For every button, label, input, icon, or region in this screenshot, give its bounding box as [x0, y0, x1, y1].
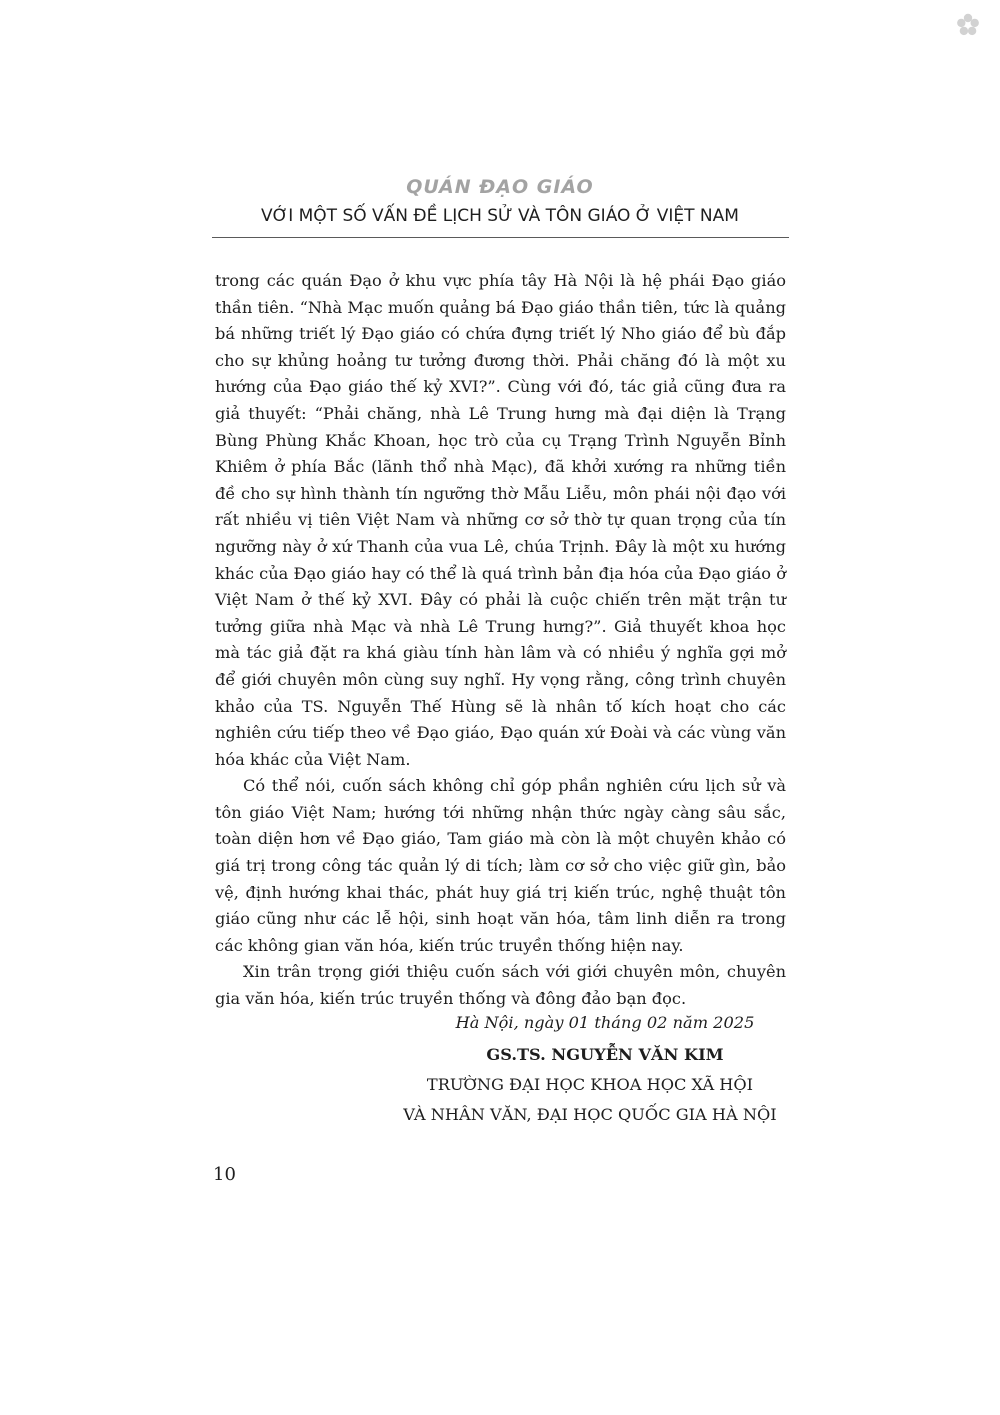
paragraph-3: Xin trân trọng giới thiệu cuốn sách với giới chuyên môn, chuyên gia văn hóa, kiến trúc truyền thống và đông đảo bạn đọc. — [215, 962, 786, 1009]
signature-name: GS.TS. NGUYỄN VĂN KIM — [486, 1045, 724, 1064]
flower-icon — [955, 12, 981, 38]
signature-affiliation-line2: VÀ NHÂN VĂN, ĐẠI HỌC QUỐC GIA HÀ NỘI — [403, 1105, 777, 1124]
page-number: 10 — [213, 1164, 236, 1185]
book-title: QUÁN ĐẠO GIÁO — [406, 176, 594, 198]
signature-block — [390, 1008, 790, 1130]
running-header — [212, 176, 788, 226]
header-divider — [212, 237, 789, 238]
book-subtitle: VỚI MỘT SỐ VẤN ĐỀ LỊCH SỬ VÀ TÔN GIÁO Ở VIỆT NAM — [261, 206, 739, 226]
signature-affiliation-line1: TRƯỜNG ĐẠI HỌC KHOA HỌC XÃ HỘI — [426, 1075, 754, 1094]
body-text — [215, 268, 786, 1013]
paragraph-2: Có thể nói, cuốn sách không chỉ góp phần nghiên cứu lịch sử và tôn giáo Việt Nam; hướng tới những nhận thức ngày càng sâu sắc, toàn diện hơn về Đạo giáo, Tam giáo mà còn là một chuyên khảo có giá trị trong công tác quản lý di tích; làm cơ sở cho việc giữ gìn, bảo vệ, định hướng khai thác, phát huy giá trị kiến trúc, nghệ thuật tôn giáo cũng như các lễ hội, sinh hoạt văn hóa, tâm linh diễn ra trong các không gian văn hóa, kiến trúc truyền thống hiện nay. — [215, 776, 786, 955]
paragraph-1: trong các quán Đạo ở khu vực phía tây Hà Nội là hệ phái Đạo giáo thần tiên. “Nhà Mạc muốn quảng bá Đạo giáo thần tiên, tức là quảng bá những triết lý Đạo giáo có chứa đựng triết lý Nho giáo để bù đắp cho sự khủng hoảng tư tưởng đương thời. Phải chăng đó là một xu hướng của Đạo giáo thế kỷ XVI?”. Cùng với đó, tác giả cũng đưa ra giả thuyết: “Phải chăng, nhà Lê Trung hưng mà đại diện là Trạng Bùng Phùng Khắc Khoan, học trò của cụ Trạng Trình Nguyễn Bỉnh Khiêm ở phía Bắc (lãnh thổ nhà Mạc), đã khởi xướng ra những tiền đề cho sự hình thành tín ngưỡng thờ Mẫu Liễu, môn phái nội đạo với rất nhiều vị tiên Việt Nam và những cơ sở thờ tự quan trọng của tín ngưỡng này ở xứ Thanh của vua Lê, chúa Trịnh. Đây là một xu hướng khác của Đạo giáo hay có thể là quá trình bản địa hóa của Đạo giáo ở Việt Nam ở thế kỷ XVI. Đây có phải là cuộc chiến trên mặt trận tư tưởng giữa nhà Mạc và nhà Lê Trung hưng?”. Giả thuyết khoa học mà tác giả đặt ra khá giàu tính hàn lâm và có nhiều ý nghĩa gợi mở để giới chuyên môn cùng suy nghĩ. Hy vọng rằng, công trình chuyên khảo của TS. Nguyễn Thế Hùng sẽ là nhân tố kích hoạt cho các nghiên cứu tiếp theo về Đạo giáo, Đạo quán xứ Đoài và các vùng văn hóa khác của Việt Nam. — [215, 271, 786, 769]
signature-date: Hà Nội, ngày 01 tháng 02 năm 2025 — [455, 1013, 755, 1032]
